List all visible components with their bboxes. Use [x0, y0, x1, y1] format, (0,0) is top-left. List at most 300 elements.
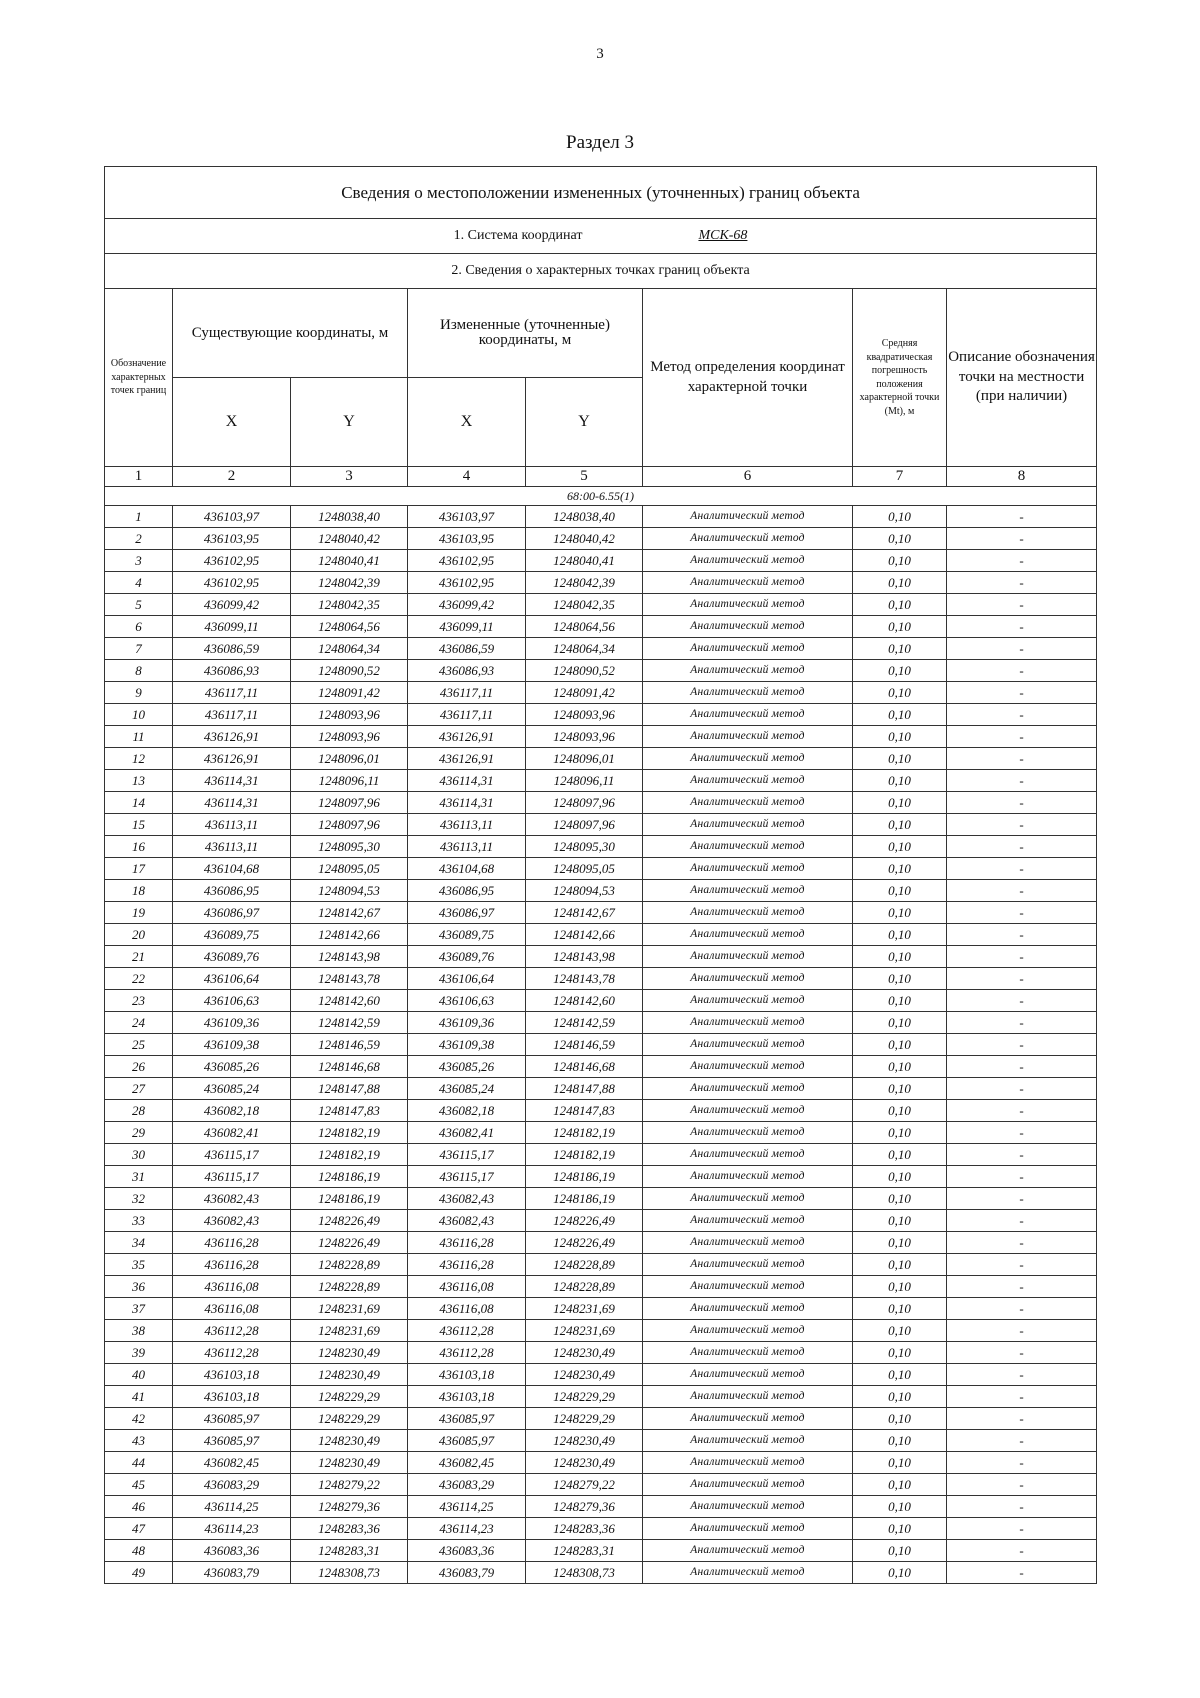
cell-description: -	[947, 1452, 1097, 1474]
cell-changed-y: 1248230,49	[526, 1430, 643, 1452]
cell-changed-y: 1248142,66	[526, 924, 643, 946]
cell-precision: 0,10	[853, 924, 947, 946]
cell-description: -	[947, 1540, 1097, 1562]
cell-point-id: 49	[105, 1562, 173, 1584]
table-row	[105, 704, 1097, 726]
cell-method: Аналитический метод	[643, 572, 853, 594]
cell-description: -	[947, 1012, 1097, 1034]
cell-changed-y: 1248279,22	[526, 1474, 643, 1496]
cell-description: -	[947, 638, 1097, 660]
cell-changed-y: 1248093,96	[526, 726, 643, 748]
cell-changed-x: 436086,59	[408, 638, 526, 660]
cell-existing-y: 1248142,66	[291, 924, 408, 946]
table-title: Сведения о местоположении измененных (уточненных) границ объекта	[105, 167, 1097, 219]
cell-precision: 0,10	[853, 814, 947, 836]
table-row	[105, 770, 1097, 792]
cell-changed-y: 1248230,49	[526, 1342, 643, 1364]
cell-changed-x: 436082,18	[408, 1100, 526, 1122]
header-method: Метод определения координат характерной точки	[643, 289, 853, 467]
table-row	[105, 1188, 1097, 1210]
cell-method: Аналитический метод	[643, 1166, 853, 1188]
cell-existing-y: 1248040,42	[291, 528, 408, 550]
header-precision: Средняя квадратическая погрешность положения характерной точки (Mt), м	[853, 289, 947, 467]
table-row	[105, 660, 1097, 682]
cell-precision: 0,10	[853, 682, 947, 704]
cell-changed-y: 1248096,11	[526, 770, 643, 792]
cell-existing-x: 436116,08	[173, 1298, 291, 1320]
cell-point-id: 11	[105, 726, 173, 748]
cell-existing-y: 1248064,34	[291, 638, 408, 660]
table-row	[105, 814, 1097, 836]
cell-existing-y: 1248231,69	[291, 1320, 408, 1342]
cell-method: Аналитический метод	[643, 748, 853, 770]
cell-description: -	[947, 924, 1097, 946]
cell-point-id: 42	[105, 1408, 173, 1430]
table-row	[105, 1166, 1097, 1188]
cell-precision: 0,10	[853, 1342, 947, 1364]
cell-existing-x: 436114,23	[173, 1518, 291, 1540]
cell-changed-x: 436113,11	[408, 836, 526, 858]
section-title: Раздел 3	[566, 132, 634, 153]
table-body	[105, 167, 1097, 1584]
cell-precision: 0,10	[853, 1386, 947, 1408]
cell-method: Аналитический метод	[643, 1408, 853, 1430]
cell-changed-x: 436112,28	[408, 1342, 526, 1364]
cell-precision: 0,10	[853, 1408, 947, 1430]
cell-precision: 0,10	[853, 792, 947, 814]
cell-method: Аналитический метод	[643, 1012, 853, 1034]
cell-precision: 0,10	[853, 726, 947, 748]
cell-point-id: 5	[105, 594, 173, 616]
cell-precision: 0,10	[853, 550, 947, 572]
cell-changed-y: 1248142,59	[526, 1012, 643, 1034]
table-row	[105, 748, 1097, 770]
cell-changed-x: 436085,24	[408, 1078, 526, 1100]
cell-existing-x: 436085,24	[173, 1078, 291, 1100]
cell-description: -	[947, 1210, 1097, 1232]
cell-method: Аналитический метод	[643, 1452, 853, 1474]
cell-changed-x: 436112,28	[408, 1320, 526, 1342]
cell-point-id: 10	[105, 704, 173, 726]
cell-existing-x: 436104,68	[173, 858, 291, 880]
cell-existing-x: 436089,75	[173, 924, 291, 946]
table-row	[105, 836, 1097, 858]
cell-changed-y: 1248229,29	[526, 1408, 643, 1430]
cell-precision: 0,10	[853, 836, 947, 858]
cell-existing-y: 1248038,40	[291, 506, 408, 528]
cell-point-id: 38	[105, 1320, 173, 1342]
cell-existing-x: 436102,95	[173, 572, 291, 594]
cell-point-id: 28	[105, 1100, 173, 1122]
cell-existing-x: 436086,97	[173, 902, 291, 924]
cell-existing-x: 436109,38	[173, 1034, 291, 1056]
cell-existing-y: 1248095,05	[291, 858, 408, 880]
table-row	[105, 1452, 1097, 1474]
cell-changed-y: 1248038,40	[526, 506, 643, 528]
cell-description: -	[947, 1144, 1097, 1166]
column-number: 1	[105, 467, 173, 487]
cell-precision: 0,10	[853, 1364, 947, 1386]
cell-existing-x: 436085,97	[173, 1408, 291, 1430]
cell-method: Аналитический метод	[643, 858, 853, 880]
table-row	[105, 1276, 1097, 1298]
cell-existing-y: 1248279,36	[291, 1496, 408, 1518]
cell-precision: 0,10	[853, 1430, 947, 1452]
cell-existing-x: 436112,28	[173, 1320, 291, 1342]
cell-point-id: 26	[105, 1056, 173, 1078]
cell-precision: 0,10	[853, 1232, 947, 1254]
cell-changed-x: 436104,68	[408, 858, 526, 880]
cell-precision: 0,10	[853, 1012, 947, 1034]
cell-existing-y: 1248230,49	[291, 1430, 408, 1452]
table-title-row	[105, 167, 1097, 219]
cell-changed-x: 436116,28	[408, 1232, 526, 1254]
cell-changed-x: 436116,08	[408, 1276, 526, 1298]
cell-existing-x: 436083,36	[173, 1540, 291, 1562]
cell-description: -	[947, 1232, 1097, 1254]
table-row	[105, 1056, 1097, 1078]
cell-description: -	[947, 682, 1097, 704]
cell-existing-y: 1248230,49	[291, 1364, 408, 1386]
cell-description: -	[947, 1166, 1097, 1188]
table-row	[105, 594, 1097, 616]
cell-point-id: 29	[105, 1122, 173, 1144]
cell-method: Аналитический метод	[643, 506, 853, 528]
cell-existing-x: 436082,41	[173, 1122, 291, 1144]
cell-existing-x: 436106,64	[173, 968, 291, 990]
cell-point-id: 33	[105, 1210, 173, 1232]
cell-existing-y: 1248228,89	[291, 1276, 408, 1298]
cell-existing-y: 1248142,59	[291, 1012, 408, 1034]
cell-precision: 0,10	[853, 1254, 947, 1276]
cell-point-id: 27	[105, 1078, 173, 1100]
cell-changed-x: 436115,17	[408, 1144, 526, 1166]
cell-point-id: 12	[105, 748, 173, 770]
cell-description: -	[947, 1562, 1097, 1584]
table-row	[105, 792, 1097, 814]
cell-changed-x: 436116,28	[408, 1254, 526, 1276]
cell-precision: 0,10	[853, 1188, 947, 1210]
cell-method: Аналитический метод	[643, 1386, 853, 1408]
cell-changed-y: 1248283,31	[526, 1540, 643, 1562]
cell-existing-x: 436126,91	[173, 726, 291, 748]
cell-existing-x: 436113,11	[173, 814, 291, 836]
coord-system-value: МСК-68	[698, 228, 748, 243]
cell-precision: 0,10	[853, 1144, 947, 1166]
cell-point-id: 24	[105, 1012, 173, 1034]
cell-description: -	[947, 1100, 1097, 1122]
cell-precision: 0,10	[853, 1452, 947, 1474]
cell-changed-x: 436089,75	[408, 924, 526, 946]
cell-point-id: 25	[105, 1034, 173, 1056]
column-number: 3	[291, 467, 408, 487]
table-row	[105, 1496, 1097, 1518]
cell-point-id: 32	[105, 1188, 173, 1210]
cell-precision: 0,10	[853, 858, 947, 880]
cell-existing-y: 1248142,60	[291, 990, 408, 1012]
cell-method: Аналитический метод	[643, 1056, 853, 1078]
cell-existing-y: 1248096,11	[291, 770, 408, 792]
cell-point-id: 41	[105, 1386, 173, 1408]
cell-existing-y: 1248143,78	[291, 968, 408, 990]
cell-point-id: 22	[105, 968, 173, 990]
cell-existing-y: 1248146,68	[291, 1056, 408, 1078]
parcel-row	[105, 487, 1097, 506]
cell-existing-y: 1248095,30	[291, 836, 408, 858]
cell-precision: 0,10	[853, 1210, 947, 1232]
cell-point-id: 36	[105, 1276, 173, 1298]
cell-description: -	[947, 836, 1097, 858]
cell-description: -	[947, 1276, 1097, 1298]
cell-changed-y: 1248042,39	[526, 572, 643, 594]
cell-precision: 0,10	[853, 748, 947, 770]
cell-method: Аналитический метод	[643, 990, 853, 1012]
cell-changed-x: 436126,91	[408, 748, 526, 770]
cell-existing-x: 436109,36	[173, 1012, 291, 1034]
cell-description: -	[947, 990, 1097, 1012]
cell-description: -	[947, 1254, 1097, 1276]
cell-existing-x: 436116,28	[173, 1254, 291, 1276]
cell-changed-y: 1248228,89	[526, 1254, 643, 1276]
table-row	[105, 880, 1097, 902]
cell-existing-y: 1248146,59	[291, 1034, 408, 1056]
table-row	[105, 1320, 1097, 1342]
cell-description: -	[947, 704, 1097, 726]
cell-changed-y: 1248231,69	[526, 1298, 643, 1320]
cell-description: -	[947, 1518, 1097, 1540]
cell-point-id: 47	[105, 1518, 173, 1540]
table-row	[105, 1122, 1097, 1144]
cell-method: Аналитический метод	[643, 1474, 853, 1496]
cell-method: Аналитический метод	[643, 660, 853, 682]
cell-changed-y: 1248142,67	[526, 902, 643, 924]
cell-precision: 0,10	[853, 1122, 947, 1144]
cell-precision: 0,10	[853, 968, 947, 990]
cell-existing-y: 1248042,35	[291, 594, 408, 616]
cell-precision: 0,10	[853, 1320, 947, 1342]
cell-point-id: 48	[105, 1540, 173, 1562]
cell-precision: 0,10	[853, 880, 947, 902]
cell-method: Аналитический метод	[643, 1430, 853, 1452]
cell-point-id: 2	[105, 528, 173, 550]
cell-changed-x: 436082,43	[408, 1210, 526, 1232]
parcel-number: 68:00-6.55(1)	[105, 487, 1097, 506]
cell-description: -	[947, 1320, 1097, 1342]
cell-changed-x: 436103,18	[408, 1364, 526, 1386]
cell-point-id: 17	[105, 858, 173, 880]
cell-existing-x: 436114,31	[173, 792, 291, 814]
cell-changed-x: 436102,95	[408, 572, 526, 594]
table-row	[105, 1232, 1097, 1254]
cell-existing-x: 436114,31	[173, 770, 291, 792]
cell-existing-x: 436116,28	[173, 1232, 291, 1254]
cell-changed-x: 436085,97	[408, 1430, 526, 1452]
cell-existing-x: 436103,97	[173, 506, 291, 528]
cell-description: -	[947, 968, 1097, 990]
cell-changed-y: 1248097,96	[526, 792, 643, 814]
cell-changed-x: 436099,11	[408, 616, 526, 638]
cell-point-id: 4	[105, 572, 173, 594]
cell-point-id: 3	[105, 550, 173, 572]
cell-existing-y: 1248226,49	[291, 1210, 408, 1232]
cell-changed-y: 1248182,19	[526, 1122, 643, 1144]
table-row	[105, 638, 1097, 660]
cell-point-id: 34	[105, 1232, 173, 1254]
cell-method: Аналитический метод	[643, 616, 853, 638]
cell-existing-y: 1248230,49	[291, 1342, 408, 1364]
cell-existing-x: 436112,28	[173, 1342, 291, 1364]
cell-precision: 0,10	[853, 1276, 947, 1298]
cell-existing-y: 1248228,89	[291, 1254, 408, 1276]
header-point-designation: Обозначение характерных точек границ	[105, 289, 173, 467]
table-row	[105, 1386, 1097, 1408]
cell-point-id: 9	[105, 682, 173, 704]
cell-precision: 0,10	[853, 506, 947, 528]
cell-changed-y: 1248097,96	[526, 814, 643, 836]
cell-changed-x: 436117,11	[408, 682, 526, 704]
cell-changed-y: 1248040,42	[526, 528, 643, 550]
cell-existing-y: 1248090,52	[291, 660, 408, 682]
cell-existing-y: 1248094,53	[291, 880, 408, 902]
cell-description: -	[947, 1122, 1097, 1144]
cell-changed-x: 436082,43	[408, 1188, 526, 1210]
column-number: 4	[408, 467, 526, 487]
cell-precision: 0,10	[853, 990, 947, 1012]
cell-point-id: 45	[105, 1474, 173, 1496]
cell-precision: 0,10	[853, 1034, 947, 1056]
cell-point-id: 18	[105, 880, 173, 902]
cell-changed-x: 436089,76	[408, 946, 526, 968]
cell-description: -	[947, 1408, 1097, 1430]
cell-existing-x: 436089,76	[173, 946, 291, 968]
cell-description: -	[947, 550, 1097, 572]
cell-changed-y: 1248182,19	[526, 1144, 643, 1166]
cell-method: Аналитический метод	[643, 1364, 853, 1386]
header-changed-y: Y	[526, 378, 643, 467]
cell-precision: 0,10	[853, 704, 947, 726]
cell-existing-y: 1248230,49	[291, 1452, 408, 1474]
cell-description: -	[947, 1298, 1097, 1320]
cell-existing-x: 436113,11	[173, 836, 291, 858]
cell-method: Аналитический метод	[643, 1210, 853, 1232]
cell-description: -	[947, 616, 1097, 638]
cell-description: -	[947, 1188, 1097, 1210]
cell-changed-x: 436114,23	[408, 1518, 526, 1540]
cell-existing-x: 436103,95	[173, 528, 291, 550]
cell-method: Аналитический метод	[643, 924, 853, 946]
cell-description: -	[947, 814, 1097, 836]
cell-changed-y: 1248064,34	[526, 638, 643, 660]
cell-changed-y: 1248095,30	[526, 836, 643, 858]
table-row	[105, 550, 1097, 572]
table-row	[105, 1144, 1097, 1166]
cell-description: -	[947, 1342, 1097, 1364]
cell-method: Аналитический метод	[643, 1320, 853, 1342]
cell-existing-x: 436115,17	[173, 1144, 291, 1166]
cell-existing-x: 436083,79	[173, 1562, 291, 1584]
cell-point-id: 21	[105, 946, 173, 968]
cell-point-id: 13	[105, 770, 173, 792]
cell-changed-x: 436114,25	[408, 1496, 526, 1518]
cell-method: Аналитический метод	[643, 880, 853, 902]
cell-point-id: 31	[105, 1166, 173, 1188]
cell-existing-x: 436086,93	[173, 660, 291, 682]
cell-precision: 0,10	[853, 572, 947, 594]
cell-existing-x: 436115,17	[173, 1166, 291, 1188]
cell-description: -	[947, 572, 1097, 594]
cell-existing-x: 436117,11	[173, 682, 291, 704]
cell-method: Аналитический метод	[643, 1122, 853, 1144]
cell-description: -	[947, 726, 1097, 748]
cell-precision: 0,10	[853, 1540, 947, 1562]
cell-method: Аналитический метод	[643, 638, 853, 660]
cell-existing-x: 436099,42	[173, 594, 291, 616]
cell-precision: 0,10	[853, 1166, 947, 1188]
cell-point-id: 8	[105, 660, 173, 682]
cell-description: -	[947, 902, 1097, 924]
cell-changed-x: 436106,63	[408, 990, 526, 1012]
cell-point-id: 40	[105, 1364, 173, 1386]
table-row	[105, 902, 1097, 924]
cell-method: Аналитический метод	[643, 946, 853, 968]
cell-description: -	[947, 880, 1097, 902]
cell-existing-x: 436083,29	[173, 1474, 291, 1496]
cell-existing-y: 1248308,73	[291, 1562, 408, 1584]
cell-description: -	[947, 770, 1097, 792]
header-changed-x: X	[408, 378, 526, 467]
cell-changed-x: 436103,97	[408, 506, 526, 528]
cell-changed-x: 436116,08	[408, 1298, 526, 1320]
column-number: 7	[853, 467, 947, 487]
cell-changed-x: 436086,95	[408, 880, 526, 902]
cell-existing-x: 436103,18	[173, 1364, 291, 1386]
header-existing-coords: Существующие координаты, м	[173, 289, 408, 378]
cell-existing-y: 1248182,19	[291, 1122, 408, 1144]
cell-point-id: 7	[105, 638, 173, 660]
cell-method: Аналитический метод	[643, 1518, 853, 1540]
cell-precision: 0,10	[853, 902, 947, 924]
column-number: 8	[947, 467, 1097, 487]
cell-existing-x: 436086,95	[173, 880, 291, 902]
cell-changed-x: 436082,45	[408, 1452, 526, 1474]
cell-changed-x: 436103,95	[408, 528, 526, 550]
table-row	[105, 1364, 1097, 1386]
cell-method: Аналитический метод	[643, 726, 853, 748]
cell-changed-y: 1248283,36	[526, 1518, 643, 1540]
cell-method: Аналитический метод	[643, 1298, 853, 1320]
table-row	[105, 616, 1097, 638]
cell-existing-y: 1248091,42	[291, 682, 408, 704]
cell-changed-y: 1248091,42	[526, 682, 643, 704]
cell-description: -	[947, 1496, 1097, 1518]
cell-existing-y: 1248064,56	[291, 616, 408, 638]
cell-existing-y: 1248093,96	[291, 704, 408, 726]
cell-changed-x: 436086,93	[408, 660, 526, 682]
cell-existing-y: 1248040,41	[291, 550, 408, 572]
cell-description: -	[947, 1474, 1097, 1496]
cell-changed-x: 436106,64	[408, 968, 526, 990]
cell-changed-y: 1248186,19	[526, 1166, 643, 1188]
cell-existing-x: 436106,63	[173, 990, 291, 1012]
cell-changed-x: 436102,95	[408, 550, 526, 572]
table-row	[105, 1562, 1097, 1584]
cell-point-id: 1	[105, 506, 173, 528]
cell-existing-y: 1248147,88	[291, 1078, 408, 1100]
cell-description: -	[947, 792, 1097, 814]
cell-method: Аналитический метод	[643, 682, 853, 704]
cell-existing-x: 436102,95	[173, 550, 291, 572]
cell-point-id: 6	[105, 616, 173, 638]
